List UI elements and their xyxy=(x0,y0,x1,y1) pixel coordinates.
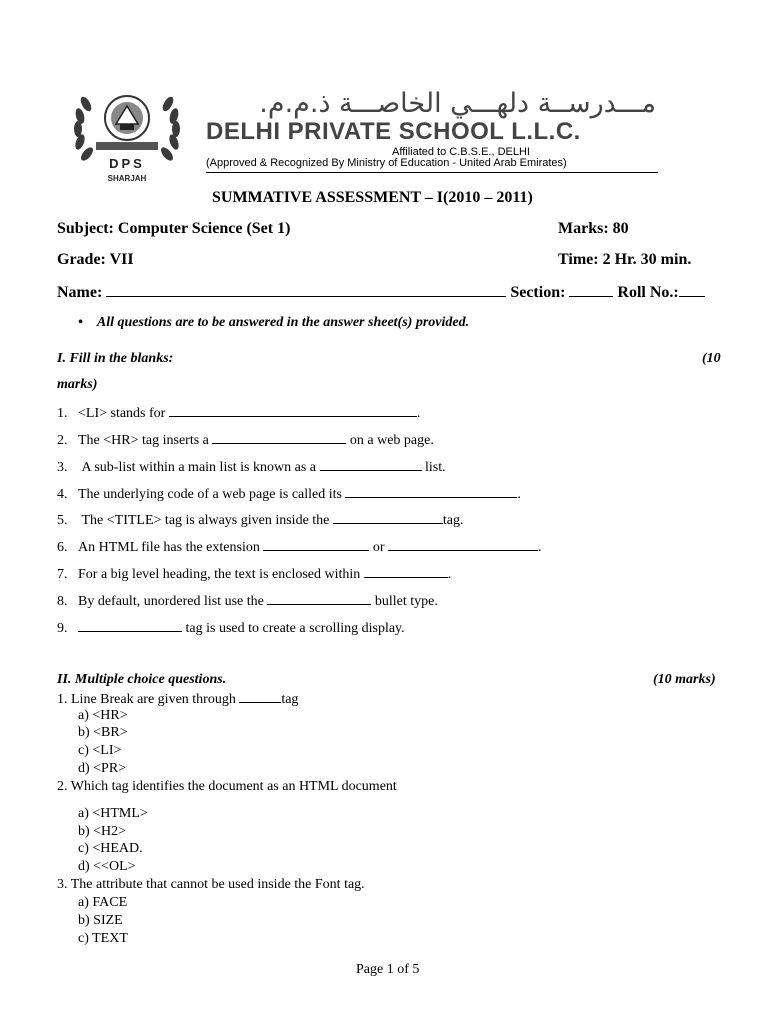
mcq-option: a) <HTML> xyxy=(78,806,148,821)
answer-blank[interactable] xyxy=(267,592,371,605)
roll-blank[interactable] xyxy=(679,284,705,297)
section1-marks-b: marks) xyxy=(57,377,98,392)
bullet-icon: • xyxy=(78,315,97,330)
svg-text:DPS: DPS xyxy=(109,156,145,171)
header-rule xyxy=(206,172,658,173)
subject-label: Subject: Computer Science (Set 1) xyxy=(57,220,291,237)
answer-blank[interactable] xyxy=(263,538,369,551)
fill-q9 xyxy=(57,619,405,637)
fill-q5 xyxy=(57,511,464,529)
fill-q1 xyxy=(57,404,420,422)
mcq-option: d) <PR> xyxy=(78,761,127,776)
mcq-option: b) <BR> xyxy=(78,725,128,740)
q-number: 7. xyxy=(57,567,68,582)
page-number: Page 1 of 5 xyxy=(356,962,420,977)
name-label: Name: xyxy=(57,284,103,301)
fill-q7 xyxy=(57,565,451,583)
section-label: Section: xyxy=(510,284,566,301)
name-blank[interactable] xyxy=(106,284,506,297)
q-text-end: bullet type. xyxy=(374,594,438,609)
answer-blank[interactable] xyxy=(212,431,346,444)
mcq-q1 xyxy=(57,690,298,708)
grade-label: Grade: VII xyxy=(57,251,134,268)
q-text: An HTML file has the extension xyxy=(78,540,260,555)
answer-blank[interactable] xyxy=(78,619,182,632)
mcq-option: b) <H2> xyxy=(78,824,127,839)
q-text-end: tag. xyxy=(442,513,464,528)
mcq-option: c) TEXT xyxy=(78,931,128,946)
q-text: <LI> stands for xyxy=(78,406,166,421)
exam-title: SUMMATIVE ASSESSMENT – I(2010 – 2011) xyxy=(212,189,533,206)
q-text: 1. Line Break are given through xyxy=(57,692,236,707)
fill-q3 xyxy=(57,458,446,476)
section2-marks: (10 marks) xyxy=(653,672,716,687)
mcq-option: d) <<OL> xyxy=(78,859,136,874)
q-text-end: . xyxy=(517,487,521,502)
mcq-option: b) SIZE xyxy=(78,913,123,928)
q-text-end: on a web page. xyxy=(349,433,434,448)
marks-label: Marks: 80 xyxy=(558,220,629,237)
q-text: The <HR> tag inserts a xyxy=(78,433,209,448)
q-number: 8. xyxy=(57,594,68,609)
mcq-option: a) FACE xyxy=(78,895,128,910)
mcq-q3: 3. The attribute that cannot be used inside the Font tag. xyxy=(57,877,365,892)
answer-blank[interactable] xyxy=(364,565,448,578)
q-text-end: tag xyxy=(281,692,299,707)
q-text-end: tag is used to create a scrolling display. xyxy=(185,621,405,636)
school-logo xyxy=(68,84,186,186)
answer-blank[interactable] xyxy=(345,485,517,498)
answer-blank[interactable] xyxy=(320,458,422,471)
q-text: The underlying code of a web page is called its xyxy=(78,487,342,502)
mcq-option: c) <HEAD. xyxy=(78,841,143,856)
approval-line: (Approved & Recognized By Ministry of Education - United Arab Emirates) xyxy=(206,157,567,169)
mcq-q2: 2. Which tag identifies the document as an HTML document xyxy=(57,779,397,794)
school-name: DELHI PRIVATE SCHOOL L.L.C. xyxy=(206,118,581,145)
fill-q4 xyxy=(57,485,521,503)
q-number: 9. xyxy=(57,621,68,636)
mcq-option: c) <LI> xyxy=(78,743,122,758)
affiliation: Affiliated to C.B.S.E., DELHI xyxy=(392,146,530,158)
q-text-end: . xyxy=(447,567,452,582)
fill-q6 xyxy=(57,538,542,556)
q-text: For a big level heading, the text is enclosed within xyxy=(78,567,361,582)
name-line xyxy=(57,284,717,302)
q-text-end: . xyxy=(538,540,542,555)
answer-blank[interactable] xyxy=(239,690,281,703)
q-number: 3. xyxy=(57,460,68,475)
section1-heading: I. Fill in the blanks: xyxy=(57,351,174,366)
q-number: 4. xyxy=(57,487,68,502)
mcq-option: a) <HR> xyxy=(78,708,128,723)
roll-label: Roll No.: xyxy=(617,284,679,301)
fill-q2 xyxy=(57,431,434,449)
answer-blank[interactable] xyxy=(388,538,538,551)
time-label: Time: 2 Hr. 30 min. xyxy=(558,251,692,268)
q-text: A sub-list within a main list is known as a xyxy=(81,460,316,475)
q-text-end: list. xyxy=(425,460,446,475)
svg-text:SHARJAH: SHARJAH xyxy=(107,174,147,183)
q-number: 6. xyxy=(57,540,68,555)
q-number: 5. xyxy=(57,513,68,528)
q-text-mid: or xyxy=(372,540,385,555)
q-number: 1. xyxy=(57,406,68,421)
instruction-text: All questions are to be answered in the answer sheet(s) provided. xyxy=(96,315,470,330)
q-text: The <TITLE> tag is always given inside the xyxy=(81,513,330,528)
section1-marks-a: (10 xyxy=(702,351,721,366)
answer-blank[interactable] xyxy=(333,511,443,524)
fill-q8 xyxy=(57,592,438,610)
answer-blank[interactable] xyxy=(169,404,417,417)
section2-heading: II. Multiple choice questions. xyxy=(57,672,227,687)
q-text: By default, unordered list use the xyxy=(78,594,264,609)
q-number: 2. xyxy=(57,433,68,448)
q-text-end: . xyxy=(416,406,421,421)
instruction xyxy=(78,315,469,331)
section-blank[interactable] xyxy=(569,284,613,297)
school-name-arabic: مـــدرســة دلهـــي الخاصـــة ذ.م.م. xyxy=(259,88,656,119)
